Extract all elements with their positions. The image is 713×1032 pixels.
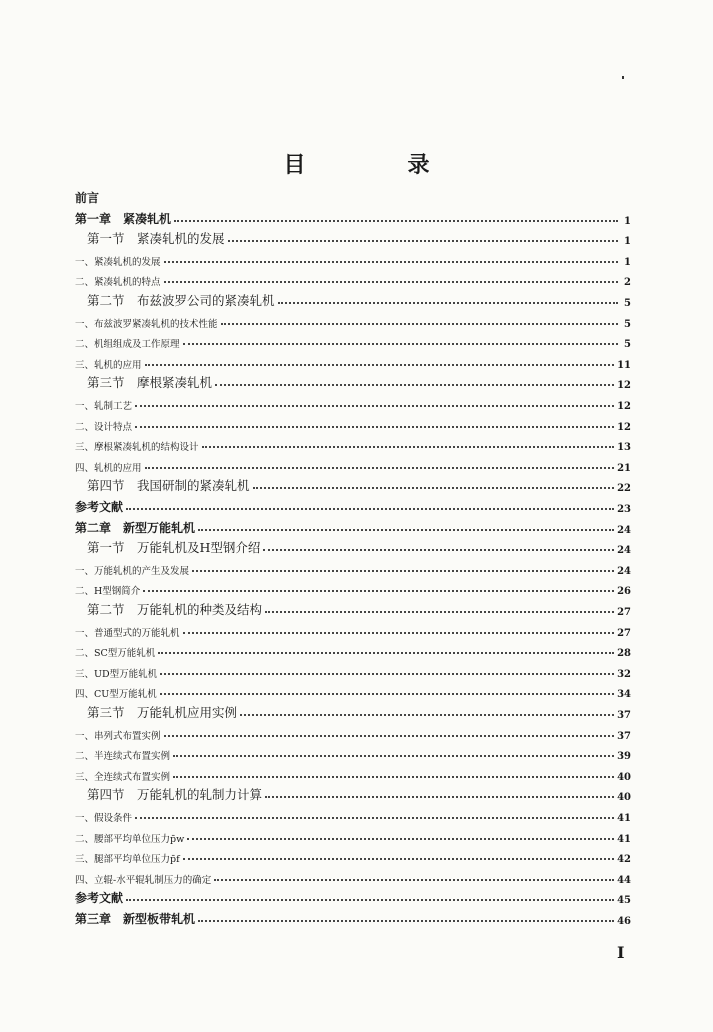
toc-entry-title: 四、立辊-水平辊轧制压力的确定 — [75, 874, 212, 886]
toc-entry-title: 第二节 万能轧机的种类及结构 — [87, 602, 263, 617]
toc-entry-title: 四、CU型万能轧机 — [75, 689, 157, 701]
toc-entry — [75, 330, 631, 350]
toc-leader-dots — [214, 879, 614, 881]
toc-leader-dots — [173, 755, 614, 757]
toc-leader-dots — [174, 220, 618, 222]
toc-entry-page: 37 — [617, 730, 631, 742]
toc-entry-page: 24 — [617, 524, 631, 536]
toc-entry — [75, 619, 631, 639]
toc-entry — [75, 907, 631, 927]
toc-entry-title: 参考文献 — [75, 500, 124, 514]
toc-leader-dots — [164, 281, 618, 283]
toc-entry — [75, 598, 631, 618]
toc-entry-page: 41 — [617, 833, 631, 845]
toc-entry-page: 44 — [617, 874, 631, 886]
toc-entry-title: 第三节 万能轧机应用实例 — [87, 705, 238, 720]
toc-entry-title: 二、半连续式布置实例 — [75, 751, 171, 763]
page-title: 目 录 — [283, 153, 470, 178]
toc-leader-dots — [265, 796, 614, 798]
toc-entry — [75, 371, 631, 391]
toc-entry-page: 12 — [617, 421, 631, 433]
toc-leader-dots — [183, 858, 614, 860]
toc-entry — [75, 351, 631, 371]
toc-entry-page: 28 — [617, 648, 631, 660]
toc-leader-dots — [158, 652, 614, 654]
toc-entry-title: 一、假设条件 — [75, 813, 133, 824]
toc-leader-dots — [126, 508, 614, 510]
toc-leader-dots — [202, 446, 615, 448]
toc-entry — [75, 845, 631, 865]
toc-leader-dots — [263, 549, 614, 551]
toc-entry-title: 一、轧制工艺 — [75, 401, 133, 412]
toc-entry-title: 二、设计特点 — [75, 421, 133, 433]
toc-entry — [75, 474, 631, 494]
toc-entry — [75, 310, 631, 330]
toc-entry — [75, 536, 631, 556]
toc-entry — [75, 742, 631, 762]
toc-entry-title: 四、轧机的应用 — [75, 462, 142, 474]
toc-entry — [75, 207, 631, 227]
toc-leader-dots — [187, 838, 614, 840]
toc-entry-page: 27 — [617, 627, 631, 639]
toc-leader-dots — [183, 343, 618, 345]
toc-leader-dots — [183, 632, 615, 634]
toc-entry — [75, 577, 631, 597]
toc-entry-title: 三、全连续式布置实例 — [75, 771, 171, 783]
toc-entry — [75, 557, 631, 577]
toc-leader-dots — [192, 570, 614, 572]
toc-entry — [75, 660, 631, 680]
toc-entry — [75, 186, 631, 206]
toc-entry — [75, 268, 631, 288]
toc-entry-title: 第一节 万能轧机及H型钢介绍 — [87, 540, 261, 556]
toc-entry — [75, 454, 631, 474]
toc-entry — [75, 825, 631, 845]
toc-entry — [75, 680, 631, 700]
toc-entry-page: 45 — [617, 895, 631, 907]
toc-entry-page: 1 — [624, 215, 631, 227]
toc-entry-page: 40 — [617, 792, 631, 804]
toc-entry — [75, 783, 631, 803]
toc-entry-title: 二、SC型万能轧机 — [75, 648, 156, 660]
toc-entry-page: 21 — [617, 462, 631, 474]
toc-entry-title: 第一章 紧凑轧机 — [75, 211, 172, 226]
toc-entry-title: 第三章 新型板带轧机 — [75, 912, 196, 926]
toc-entry — [75, 722, 631, 742]
toc-entry-page: 13 — [617, 442, 631, 454]
toc-entry-page: 23 — [617, 504, 631, 515]
toc-entry — [75, 516, 631, 536]
toc-entry-page: 40 — [617, 771, 631, 783]
toc-entry — [75, 866, 631, 886]
toc-entry-page: 2 — [624, 277, 631, 289]
toc-entry-page: 39 — [617, 751, 631, 763]
toc-entry — [75, 248, 631, 268]
toc-entry-page: 26 — [617, 586, 631, 598]
toc-entry-page: 42 — [617, 854, 631, 866]
toc-entry-page: 1 — [624, 256, 631, 268]
toc-entry — [75, 289, 631, 309]
toc-leader-dots — [228, 240, 618, 242]
toc-entry-title: 第一节 紧凑轧机的发展 — [87, 231, 225, 247]
toc-entry-page: 11 — [617, 359, 631, 371]
toc-entry-title: 二、腰部平均单位压力p̄w — [75, 833, 185, 845]
toc-entry — [75, 804, 631, 824]
toc-entry-page: 12 — [617, 380, 631, 392]
toc-entry-title: 第二节 布兹波罗公司的紧凑轧机 — [87, 293, 275, 308]
toc-entry-title: 第三节 摩根紧凑轧机 — [87, 375, 213, 391]
toc-entry — [75, 763, 631, 783]
toc-entry-title: 前言 — [75, 191, 100, 205]
toc-leader-dots — [198, 920, 614, 922]
toc-entry-page: 37 — [617, 710, 631, 721]
toc-entry-page: 5 — [624, 298, 631, 309]
toc-leader-dots — [135, 817, 614, 819]
toc-entry — [75, 392, 631, 412]
toc-entry-title: 一、串列式布置实例 — [75, 730, 161, 742]
toc-leader-dots — [173, 776, 614, 778]
toc-leader-dots — [164, 261, 618, 263]
toc-entry-title: 二、紧凑轧机的特点 — [75, 277, 161, 289]
toc-entry-title: 三、UD型万能轧机 — [75, 668, 158, 680]
toc-entry-page: 12 — [617, 401, 631, 412]
toc-entry-page: 27 — [617, 607, 631, 618]
toc-entry-title: 第四节 万能轧机的轧制力计算 — [87, 787, 263, 803]
toc-leader-dots — [221, 323, 618, 325]
toc-leader-dots — [253, 487, 615, 489]
toc-entry-title: 二、H型钢简介 — [75, 586, 141, 598]
toc-leader-dots — [265, 611, 614, 613]
toc-entry-page: 24 — [617, 565, 631, 577]
toc-entry-title: 一、万能轧机的产生及发展 — [75, 565, 190, 577]
toc-entry-title: 第二章 新型万能轧机 — [75, 520, 196, 535]
toc-entry-title: 一、布兹波罗紧凑轧机的技术性能 — [75, 318, 218, 330]
toc-entry — [75, 639, 631, 659]
toc-leader-dots — [145, 364, 615, 366]
toc-leader-dots — [164, 735, 615, 737]
page-speck — [622, 76, 624, 79]
toc-entry-page: 32 — [617, 668, 631, 680]
toc-leader-dots — [145, 467, 615, 469]
toc-leader-dots — [215, 384, 614, 386]
toc-entry-title: 三、摩根紧凑轧机的结构设计 — [75, 442, 199, 454]
toc-entry — [75, 227, 631, 247]
toc-leader-dots — [135, 426, 614, 428]
toc-entry-page: 46 — [617, 916, 631, 927]
toc-leader-dots — [198, 529, 614, 531]
toc-leader-dots — [160, 673, 614, 675]
toc-entry — [75, 413, 631, 433]
toc-entry-page: 41 — [617, 813, 631, 824]
toc-entry — [75, 433, 631, 453]
toc-entry — [75, 886, 631, 906]
toc-entry — [75, 495, 631, 515]
toc-entry-page: 22 — [617, 483, 631, 495]
toc-leader-dots — [135, 405, 614, 407]
toc-entry-page: 1 — [624, 236, 631, 248]
toc-leader-dots — [160, 693, 614, 695]
page-folio: I — [617, 943, 625, 962]
toc-entry-page: 34 — [617, 689, 631, 701]
toc-entry-page: 24 — [617, 545, 631, 557]
toc-entry-title: 一、紧凑轧机的发展 — [75, 256, 161, 268]
toc-leader-dots — [126, 899, 614, 901]
toc-entry — [75, 701, 631, 721]
toc-entry-page: 5 — [624, 318, 631, 330]
toc-entry-title: 一、普通型式的万能轧机 — [75, 627, 180, 639]
toc-entry-title: 三、轧机的应用 — [75, 359, 142, 371]
toc-leader-dots — [278, 302, 618, 304]
toc-entry-page: 5 — [624, 339, 631, 351]
toc-entry-title: 二、机组组成及工作原理 — [75, 339, 180, 351]
toc-leader-dots — [143, 590, 614, 592]
toc-entry-title: 第四节 我国研制的紧凑轧机 — [87, 478, 250, 494]
toc-leader-dots — [240, 714, 614, 716]
toc-entry-title: 三、腿部平均单位压力p̄f — [75, 854, 180, 866]
toc-entry-title: 参考文献 — [75, 891, 124, 906]
